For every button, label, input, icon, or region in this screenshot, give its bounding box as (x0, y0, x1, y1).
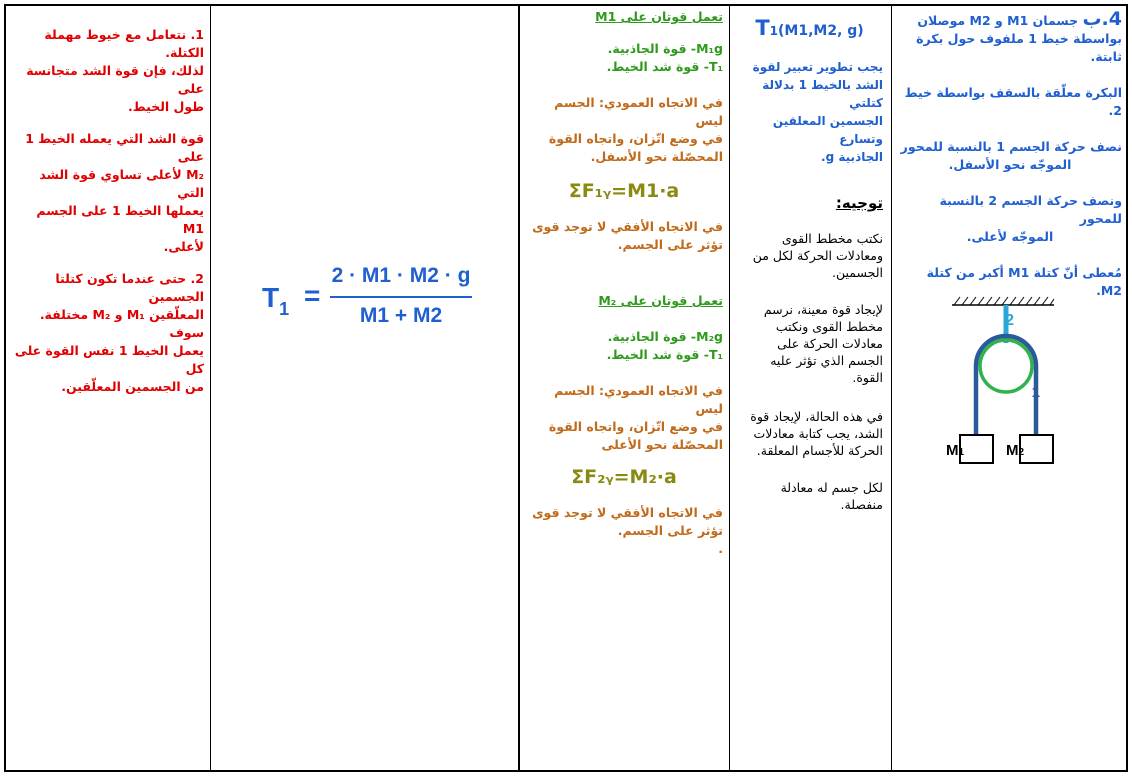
notes-cell (6, 6, 210, 770)
newton-equation-m1: ΣF₁ᵧ=M1·a (568, 180, 680, 202)
problem-line: مُعطى أنّ كتلة M1 أكبر من كتلة M2. (926, 265, 1122, 298)
svg-text:M1: M1 (945, 442, 964, 459)
horizontal-analysis: في الاتجاه الأفقي لا توجد قوى تؤثر على الجسم. (532, 219, 723, 252)
horizontal-analysis: في الاتجاه الأفقي لا توجد قوى تؤثر على الجسم. . (532, 505, 723, 556)
pulley-diagram (942, 293, 1082, 473)
section-heading-m2: تعمل قوتان على M₂ (598, 293, 723, 308)
note-3: 2. حتى عندما تكون كتلتا الجسمين المعلّقين M₁ و M₂ مختلفة. سوف يعمل الخيط 1 نفس القوة على كل من الجسمين المعلّقين. (14, 271, 204, 394)
fraction-denominator: M1 + M2 (359, 304, 443, 327)
question-line: الجسمين المعلقين وتسارع (772, 114, 883, 146)
guidance-line: الحركة للأجسام المعلقة. (756, 443, 883, 458)
vertical-analysis: في الاتجاه العمودي: الجسم ليس في وضع اتّزان، واتجاه القوة المحصّلة نحو الأعلى (548, 383, 723, 452)
fraction-numerator: 2 · M1 · M2 · g (331, 264, 471, 287)
problem-line: الموجّه نحو الأسفل. (948, 157, 1072, 172)
force-item: M₂g- قوة الجاذبية. (607, 329, 723, 344)
guidance-line: نكتب مخطط القوى (781, 231, 883, 246)
problem-line: نصف حركة الجسم 1 بالنسبة للمحور (900, 139, 1122, 154)
problem-line: البكرة معلّقة بالسقف بواسطة خيط 2. (904, 85, 1122, 118)
section-heading-m1: تعمل قوتان على M1 (595, 9, 723, 24)
guidance-line: معادلات الحركة على (777, 336, 883, 351)
fraction-bar (330, 296, 472, 298)
problem-line: الموجّه لأعلى. (966, 229, 1054, 244)
note-2: قوة الشد التي يعمله الخيط 1 على M₂ لأعلى تساوي قوة الشد التي يعملها الخيط 1 على الجسم M1 لأعلى. (25, 131, 204, 254)
force-item: M₁g- قوة الجاذبية. (607, 41, 723, 56)
column-divider (210, 6, 211, 770)
guidance-line: مخطط القوى ونكتب (775, 319, 883, 334)
pulley (980, 340, 1032, 392)
guidance-line: ومعادلات الحركة لكل من (752, 248, 883, 263)
vertical-analysis: في الاتجاه العمودي: الجسم ليس في وضع اتّزان، واتجاه القوة المحصّلة نحو الأسفل. (548, 95, 723, 164)
problem-line: جسمان M1 و M2 موصلان (917, 13, 1079, 28)
mass-m1 (946, 435, 993, 463)
force-analysis-cell (519, 6, 729, 770)
problem-line: بواسطة خيط 1 ملفوف حول بكرة ثابتة. (916, 31, 1122, 64)
guidance-line: منفصلة. (840, 497, 883, 512)
question-line: يجب تطوير تعبير لقوة (752, 60, 883, 74)
force-item: T₁- قوة شد الخيط. (606, 59, 723, 74)
ceiling-hatch (952, 297, 1054, 305)
newton-equation-m2: ΣF₂ᵧ=M₂·a (571, 466, 677, 488)
mass-m2 (1006, 435, 1053, 463)
final-formula: $T_1$ = 2 · M1 · M2 · g M1 + M2 (262, 264, 471, 327)
guidance-title: توجيه: (835, 194, 883, 212)
svg-text:M2: M2 (1005, 442, 1024, 459)
string-1-label: 1 (1031, 384, 1040, 401)
force-item: T₁- قوة شد الخيط. (606, 347, 723, 362)
question-line: الجاذبية g. (821, 150, 883, 164)
guidance-line: لإيجاد قوة معينة، نرسم (763, 302, 883, 317)
guidance-line: الشد، يجب كتابة معادلات (753, 426, 883, 441)
guidance-line: القوة. (852, 370, 883, 385)
guidance-line: في هذه الحالة، لإيجاد قوة (750, 409, 883, 424)
string-2-label: 2 (1005, 312, 1014, 329)
guidance-line: الجسمين. (832, 265, 883, 280)
note-1: 1. نتعامل مع خيوط مهملة الكتلة. لذلك، فإن قوة الشد متجانسة على طول الخيط. (26, 27, 204, 114)
problem-line: ونصف حركة الجسم 2 بالنسبة للمحور (939, 193, 1122, 226)
problem-statement-cell (892, 6, 1128, 770)
target-expression: T1(M1,M2, g) (755, 16, 864, 40)
guidance-line: لكل جسم له معادلة (780, 480, 883, 495)
question-line: الشد بالخيط 1 بدلالة كتلتي (762, 78, 883, 110)
guidance-cell (730, 6, 891, 770)
guidance-line: الجسم الذي تؤثر عليه (770, 353, 883, 368)
question-number: 4.ب (1082, 8, 1122, 30)
worksheet-table (4, 4, 1128, 772)
